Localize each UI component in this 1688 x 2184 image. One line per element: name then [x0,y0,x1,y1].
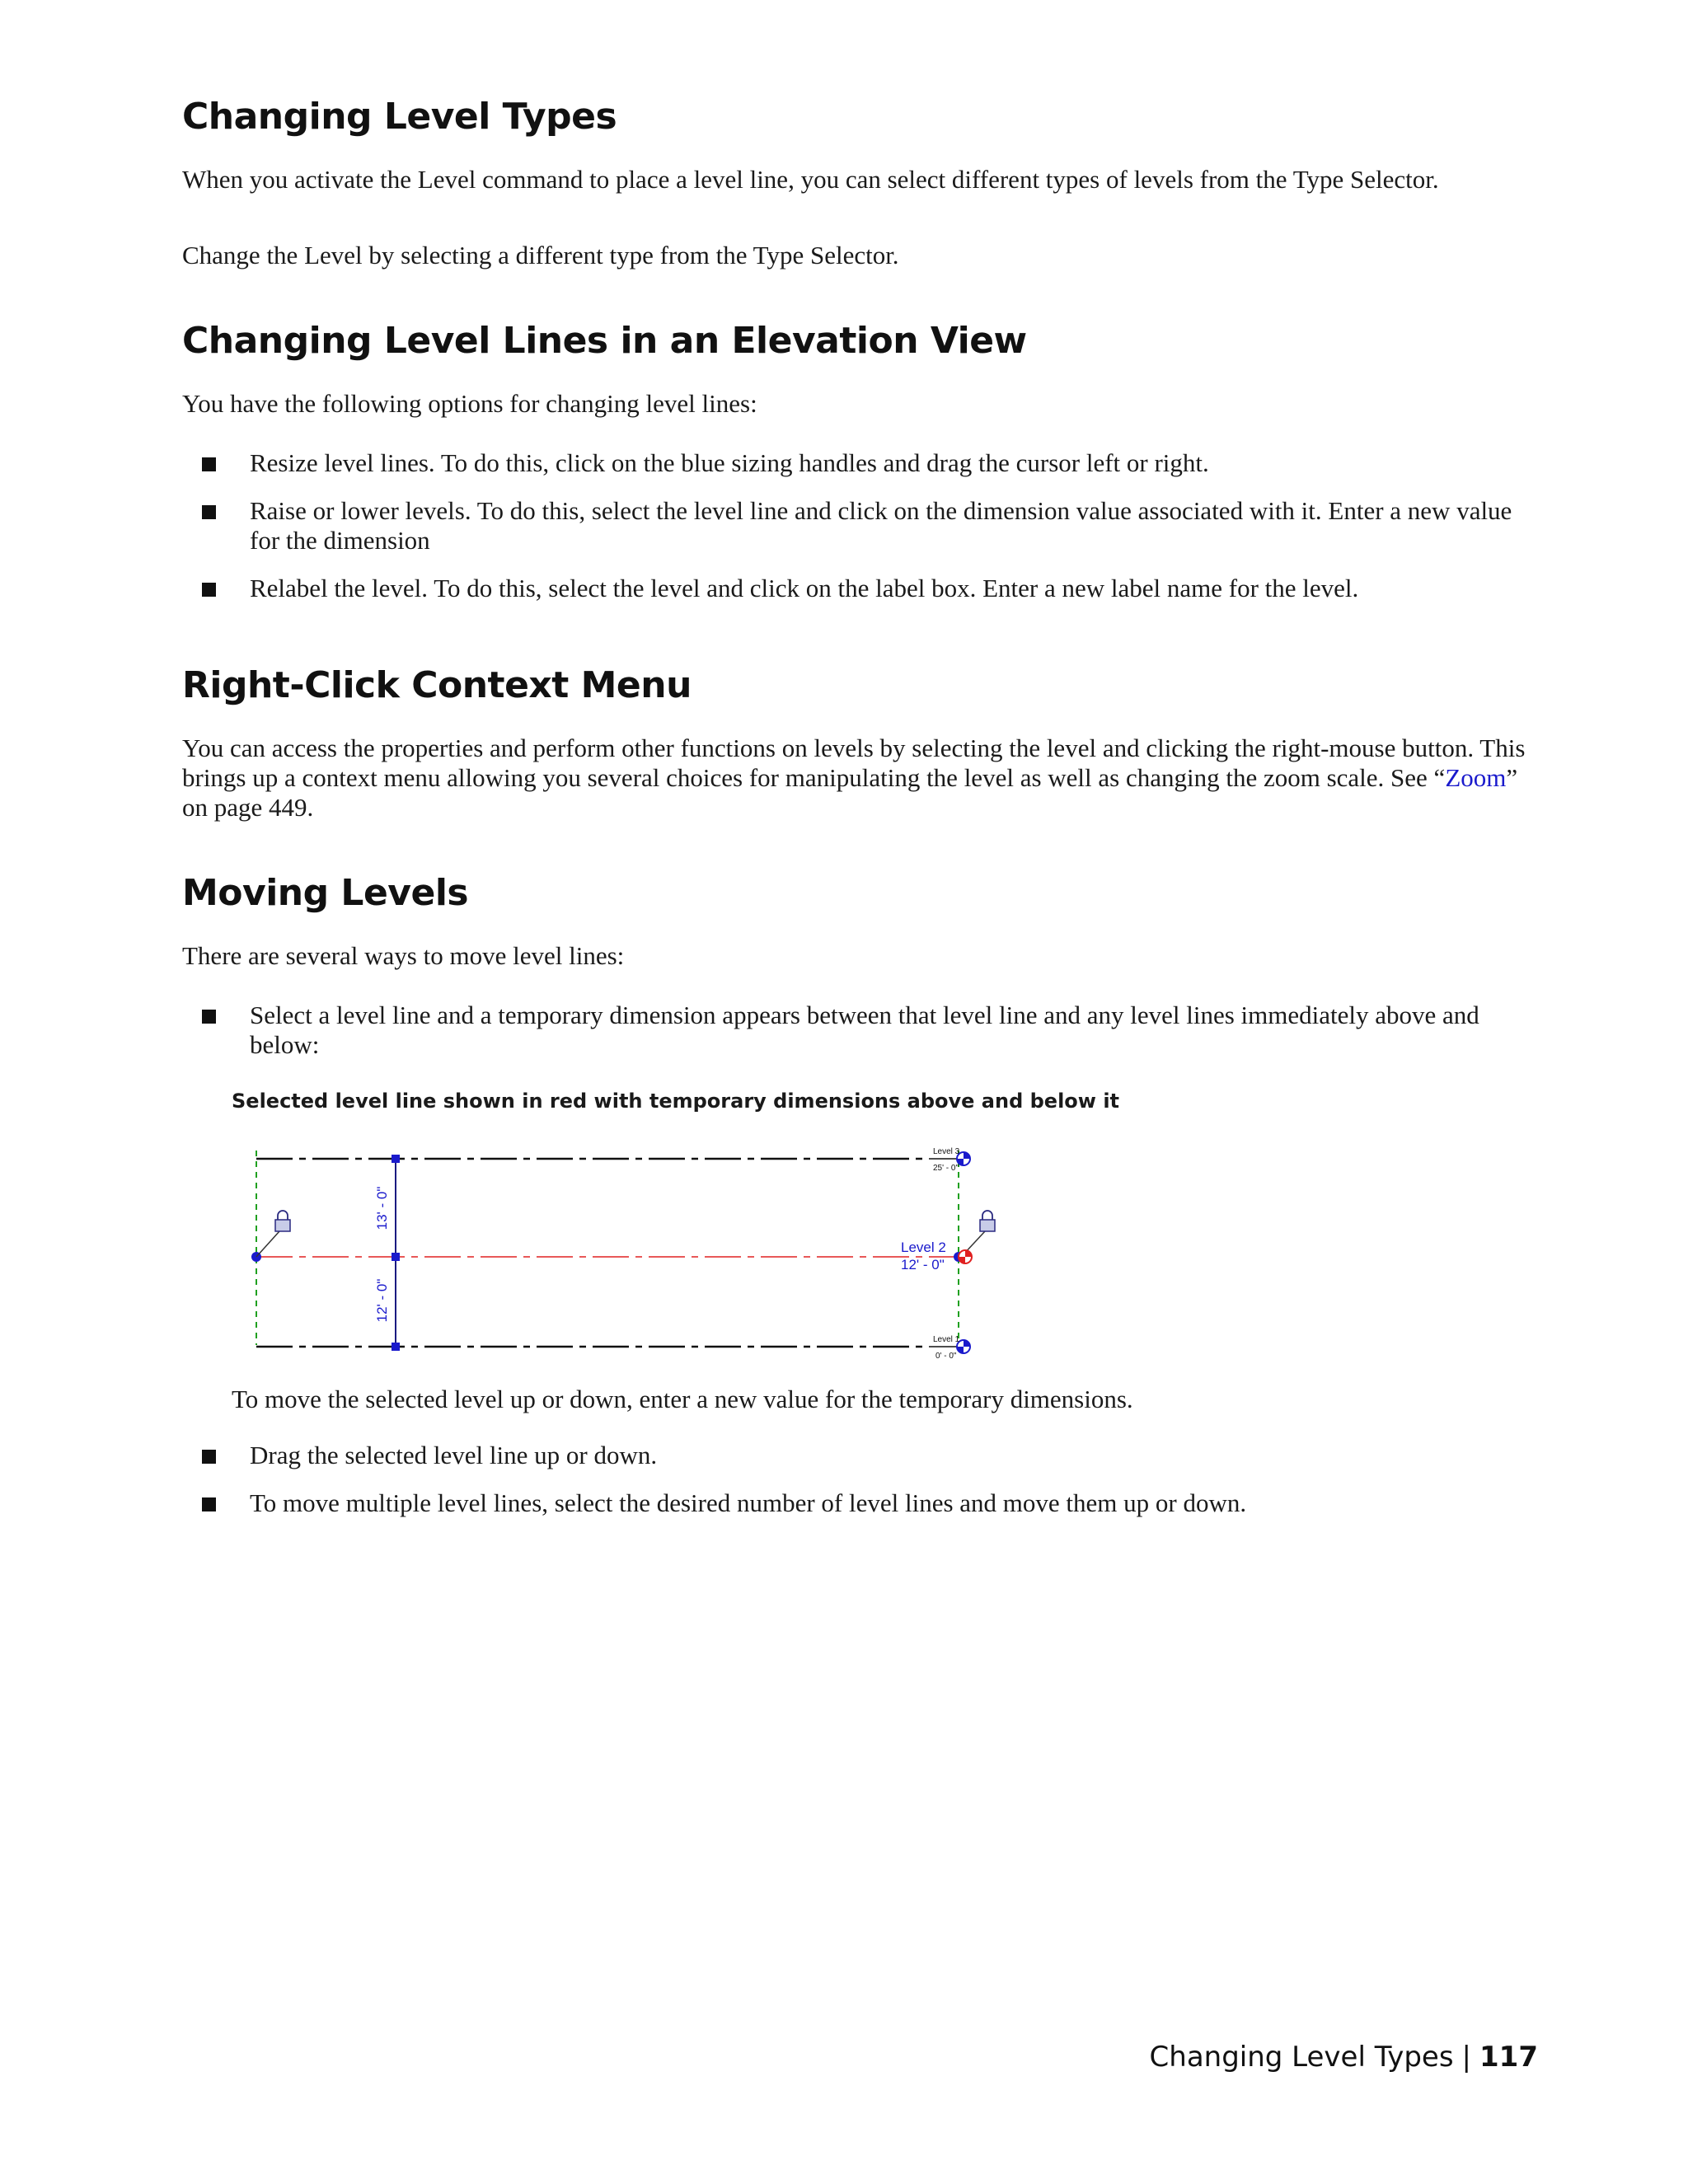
level-1-label[interactable]: Level 1 [933,1335,960,1344]
paragraph: To move the selected level up or down, enter a new value for the temporary dimensions. [232,1385,1133,1413]
page-footer [1150,2041,1538,2074]
level-2-elevation[interactable]: 12' - 0" [901,1257,945,1272]
bullet-list [202,1001,1542,1060]
paragraph: You can access the properties and perform other functions on levels by selecting the level and clicking the right-mouse button. This brings up a context menu allowing you several choices for manipulating the level as well as changing the zoom scale. See “Zoom” on page 449. [182,733,1526,822]
level-3-elevation[interactable]: 25' - 0" [933,1164,959,1173]
dimension-tick[interactable] [392,1343,400,1351]
paragraph: Change the Level by selecting a different type from the Type Selector. [182,241,899,269]
dimension-upper-value[interactable]: 13' - 0" [374,1186,390,1230]
dimension-tick[interactable] [392,1155,400,1163]
level-2-head-icon[interactable] [959,1250,972,1263]
list-item: Select a level line and a temporary dimension appears between that level line and any level lines immediately above and below: [202,1001,1542,1060]
page-number: 117 [1479,2041,1538,2074]
footer-title: Changing Level Types [1149,2041,1454,2074]
list-item: Relabel the level. To do this, select the level and click on the label box. Enter a new label name for the level. [202,574,1542,603]
heading-changing-level-lines: Changing Level Lines in an Elevation View [182,320,1027,362]
level-lines-figure [245,1139,1036,1370]
dimension-lower-value[interactable]: 12' - 0" [374,1278,390,1323]
level-2-label[interactable]: Level 2 [901,1240,946,1255]
bullet-square-icon [202,457,216,471]
heading-right-click-context-menu: Right-Click Context Menu [182,664,692,706]
footer-separator: | [1461,2041,1472,2074]
list-item: Resize level lines. To do this, click on the blue sizing handles and drag the cursor left or right. [202,448,1542,478]
level-1-elevation[interactable]: 0' - 0" [935,1352,957,1361]
paragraph: There are several ways to move level lines: [182,941,625,970]
paragraph: You have the following options for changing level lines: [182,389,757,418]
dimension-tick[interactable] [392,1253,400,1261]
lock-icon[interactable] [980,1211,995,1231]
bullet-square-icon [202,1010,216,1024]
lock-icon[interactable] [275,1211,290,1231]
list-item: Raise or lower levels. To do this, select the level line and click on the dimension value associated with it. Enter a new value for the dimension [202,496,1542,555]
bullet-square-icon [202,1497,216,1511]
paragraph: When you activate the Level command to place a level line, you can select different types of levels from the Type Selector. [182,165,1439,194]
bullet-list [202,448,1542,603]
bullet-list [202,1441,1542,1518]
heading-moving-levels: Moving Levels [182,872,469,914]
list-item: To move multiple level lines, select the desired number of level lines and move them up or down. [202,1488,1542,1518]
level-3-label[interactable]: Level 3 [933,1147,960,1156]
figure-caption: Selected level line shown in red with temporary dimensions above and below it [232,1090,1120,1113]
bullet-square-icon [202,583,216,597]
zoom-link[interactable]: Zoom [1445,763,1507,792]
bullet-square-icon [202,1450,216,1464]
bullet-square-icon [202,505,216,519]
list-item: Drag the selected level line up or down. [202,1441,1542,1470]
heading-changing-level-types: Changing Level Types [182,96,617,138]
